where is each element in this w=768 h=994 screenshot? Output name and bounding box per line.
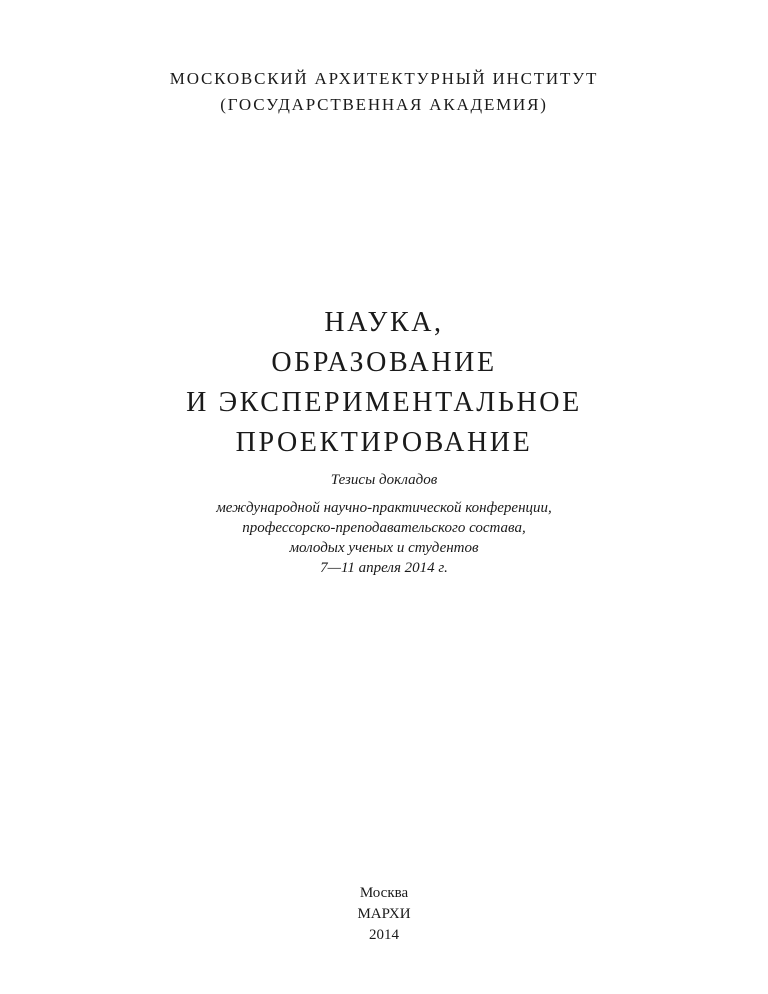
title-line-1: НАУКА,: [324, 307, 444, 338]
imprint-publisher: МАРХИ: [357, 906, 411, 922]
description-line-2: профессорско-преподавательского состава,: [242, 520, 526, 536]
conference-dates: 7—11 апреля 2014 г.: [320, 560, 448, 576]
description-line-3: молодых ученых и студентов: [289, 540, 479, 556]
institute-name: МОСКОВСКИЙ АРХИТЕКТУРНЫЙ ИНСТИТУТ: [169, 69, 599, 88]
title-line-3: И ЭКСПЕРИМЕНТАЛЬНОЕ: [186, 387, 582, 418]
imprint-year: 2014: [369, 927, 399, 943]
description-line-1: международной научно-практической конференции,: [216, 500, 552, 516]
title-line-2: ОБРАЗОВАНИЕ: [271, 347, 497, 378]
subtitle: Тезисы докладов: [330, 472, 438, 488]
institute-subtitle: (ГОСУДАРСТВЕННАЯ АКАДЕМИЯ): [220, 95, 548, 114]
imprint-city: Москва: [359, 885, 409, 901]
title-line-4: ПРОЕКТИРОВАНИЕ: [235, 427, 533, 458]
